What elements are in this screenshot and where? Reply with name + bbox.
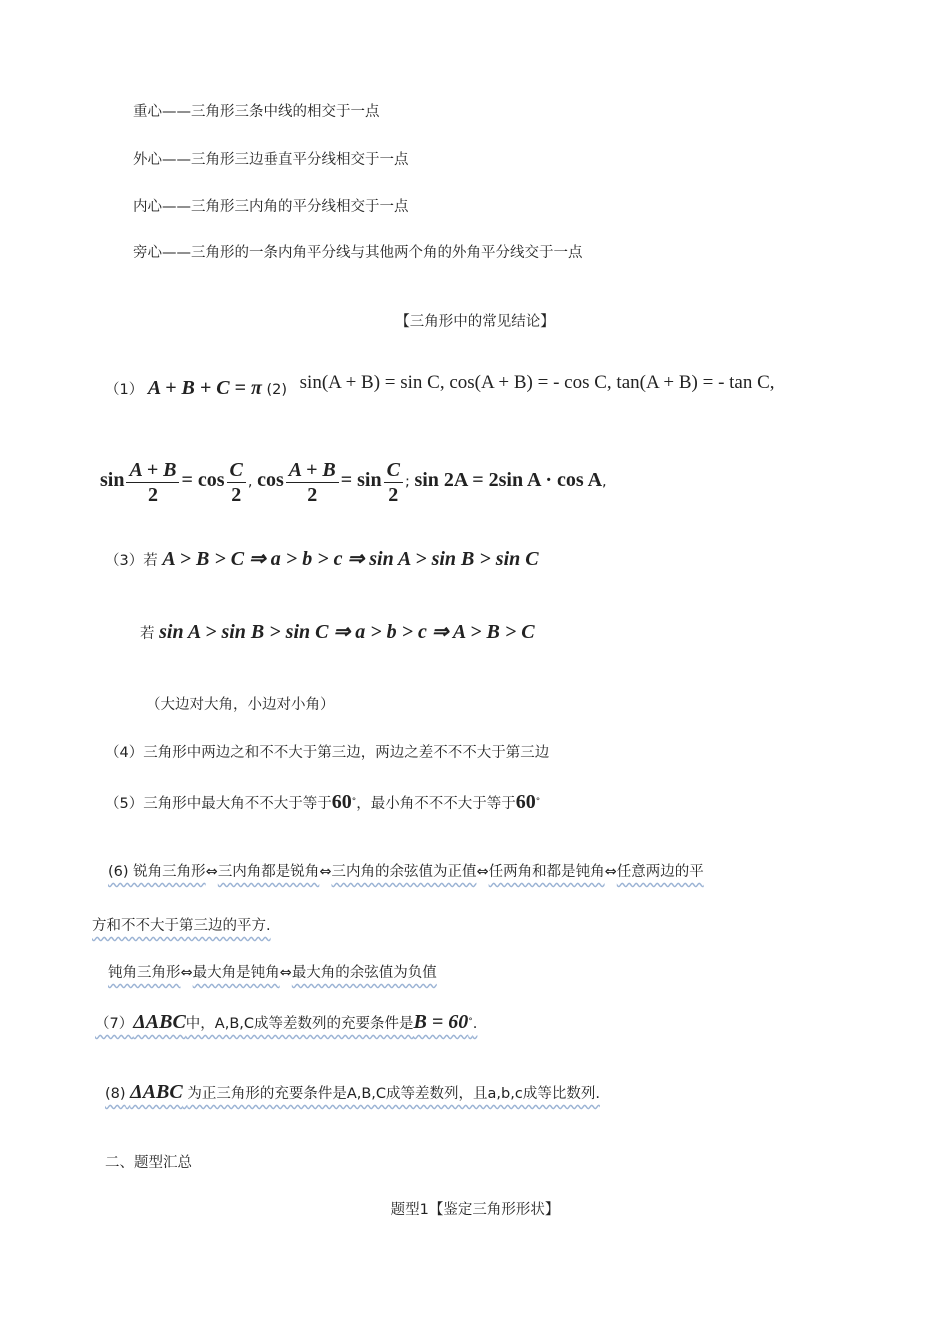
centroid-definition: 重心——三角形三条中线的相交于一点 <box>133 104 380 120</box>
double-angle-formula: sin 2A = 2sin A · cos A <box>414 469 603 491</box>
item-6-obtuse: 钝角三角形⇔最大角是钝角⇔最大角的余弦值为负值 <box>108 965 437 981</box>
item-6-continued: 方和不不大于第三边的平方. <box>92 918 271 934</box>
angle-sum-formula: A + B + C = π <box>147 377 262 399</box>
item-5: （5）三角形中最大角不不大于等于60°，最小角不不不大于等于60° <box>105 791 541 813</box>
triangle-abc: ΔABC <box>133 1011 186 1033</box>
iff-symbol: ⇔ <box>180 965 193 981</box>
heading-type-1: 题型1【鉴定三角形形状】 <box>390 1202 560 1218</box>
iff-symbol: ⇔ <box>279 965 292 981</box>
iff-symbol: ⇔ <box>604 864 617 880</box>
item-7: （7）ΔABC中，A,B,C成等差数列的充要条件是B = 60°. <box>95 1011 478 1033</box>
sum-angle-identities: sin(A + B) = sin C, cos(A + B) = - cos C, tan(A + B) = - tan C, <box>299 372 775 393</box>
excenter-definition: 旁心——三角形的一条内角平分线与其他两个角的外角平分线交于一点 <box>133 245 583 261</box>
iff-symbol: ⇔ <box>319 864 332 880</box>
sine-side-implication: sin A > sin B > sin C ⇒ a > b > c ⇒ A > B > C <box>159 621 535 643</box>
side-angle-note: （大边对大角，小边对小角） <box>146 697 335 713</box>
formula-row-4: 若 sin A > sin B > sin C ⇒ a > b > c ⇒ A > B > C <box>140 621 535 643</box>
item-4: （4）三角形中两边之和不不大于第三边，两边之差不不不大于第三边 <box>105 745 550 761</box>
iff-symbol: ⇔ <box>476 864 489 880</box>
item-6: (6) 锐角三角形⇔三内角都是锐角⇔三内角的余弦值为正值⇔任两角和都是钝角⇔任意两边的平 <box>108 864 704 880</box>
formula-row-3: （3）若 A > B > C ⇒ a > b > c ⇒ sin A > sin B > sin C <box>105 548 539 570</box>
section-title: 【三角形中的常见结论】 <box>395 314 555 330</box>
formula-row-2: sin $\frac{A + B}{2}$ = cos $\frac{C}{2}$ , cos $\frac{A + B}{2}$ = sin $\frac{C}{2}$ ; sin 2A = 2sin A · cos A, <box>100 458 607 506</box>
triangle-abc: ΔABC <box>130 1081 183 1103</box>
circumcenter-definition: 外心——三角形三边垂直平分线相交于一点 <box>133 152 409 168</box>
heading-question-types: 二、题型汇总 <box>105 1155 192 1171</box>
angle-side-implication: A > B > C ⇒ a > b > c ⇒ sin A > sin B > sin C <box>162 548 539 570</box>
formula-row-1: （1） A + B + C = π (2) sin(A + B) = sin C, cos(A + B) = - cos C, tan(A + B) = - tan C, <box>105 372 775 399</box>
iff-symbol: ⇔ <box>205 864 218 880</box>
incenter-definition: 内心——三角形三内角的平分线相交于一点 <box>133 199 409 215</box>
item-8: (8) ΔABC 为正三角形的充要条件是A,B,C成等差数列，且a,b,c成等比数列. <box>105 1081 600 1103</box>
